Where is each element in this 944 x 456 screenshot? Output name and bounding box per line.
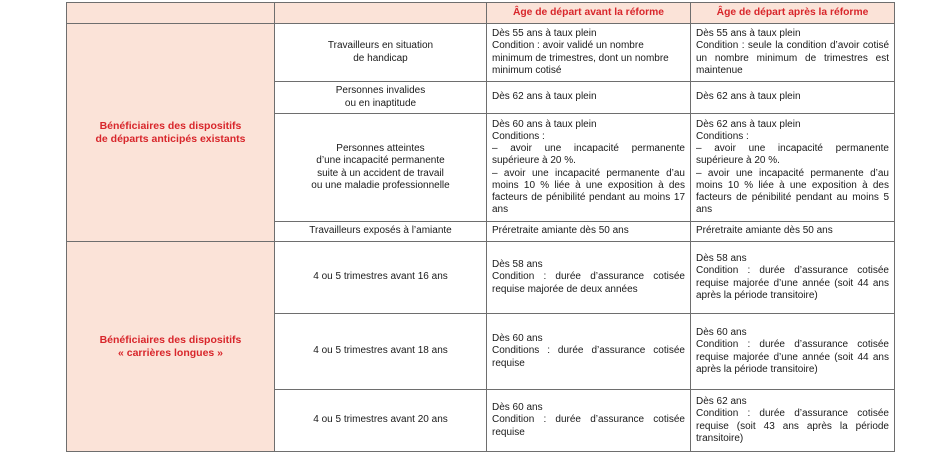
cell-before: Dès 62 ans à taux plein	[487, 82, 691, 114]
cell-before: Dès 60 ans à taux plein Conditions : – avoir une incapacité permanente supérieure à 20 %. – avoir une incapacité permanente d’au moins 10 % liée à une exposition à des facteurs de pénibilité pendant au moins 17 ans	[487, 114, 691, 222]
table-row	[67, 242, 895, 314]
cell-before: Dès 60 ans Conditions : durée d’assurance cotisée requise	[487, 314, 691, 390]
row-label: 4 ou 5 trimestres avant 16 ans	[275, 242, 487, 314]
row-label: Personnes atteintes d’une incapacité permanente suite à un accident de travail ou une maladie professionnelle	[275, 114, 487, 222]
reform-comparison-table	[66, 2, 895, 452]
cell-after: Dès 60 ans Condition : durée d’assurance cotisée requise majorée d’une année (soit 44 ans après la période transitoire)	[691, 314, 895, 390]
row-label: 4 ou 5 trimestres avant 18 ans	[275, 314, 487, 390]
cell-after: Dès 62 ans Condition : durée d’assurance cotisée requise (soit 43 ans après la période transitoire)	[691, 390, 895, 452]
cell-before: Dès 55 ans à taux plein Condition : avoir validé un nombre minimum de trimestres, dont un nombre minimum cotisé	[487, 24, 691, 82]
row-label: Travailleurs en situation de handicap	[275, 24, 487, 82]
row-label: Personnes invalides ou en inaptitude	[275, 82, 487, 114]
cell-before: Dès 58 ans Condition : durée d’assurance cotisée requise majorée de deux années	[487, 242, 691, 314]
header-row	[67, 3, 895, 24]
header-after-reform: Âge de départ après la réforme	[691, 3, 895, 24]
cell-after: Dès 55 ans à taux plein Condition : seule la condition d’avoir cotisé un nombre minimum de trimestres est maintenue	[691, 24, 895, 82]
row-label: 4 ou 5 trimestres avant 20 ans	[275, 390, 487, 452]
header-empty-cell	[67, 3, 275, 24]
table-row	[67, 24, 895, 82]
cell-before: Préretraite amiante dès 50 ans	[487, 222, 691, 242]
header-before-reform: Âge de départ avant la réforme	[487, 3, 691, 24]
cell-after: Dès 58 ans Condition : durée d’assurance cotisée requise majorée d’une année (soit 44 ans après la période transitoire)	[691, 242, 895, 314]
cell-after: Dès 62 ans à taux plein	[691, 82, 895, 114]
cell-before: Dès 60 ans Condition : durée d’assurance cotisée requise	[487, 390, 691, 452]
row-label: Travailleurs exposés à l’amiante	[275, 222, 487, 242]
cell-after: Dès 62 ans à taux plein Conditions : – avoir une incapacité permanente supérieure à 20 %. – avoir une incapacité permanente d’au moins 10 % liée à une exposition à des facteurs de pénibilité pendant au moins 5 ans	[691, 114, 895, 222]
cell-after: Préretraite amiante dès 50 ans	[691, 222, 895, 242]
group-title-early-departure: Bénéficiaires des dispositifs de départs anticipés existants	[67, 24, 275, 242]
header-empty-cell-2	[275, 3, 487, 24]
group-title-long-careers: Bénéficiaires des dispositifs « carrières longues »	[67, 242, 275, 452]
